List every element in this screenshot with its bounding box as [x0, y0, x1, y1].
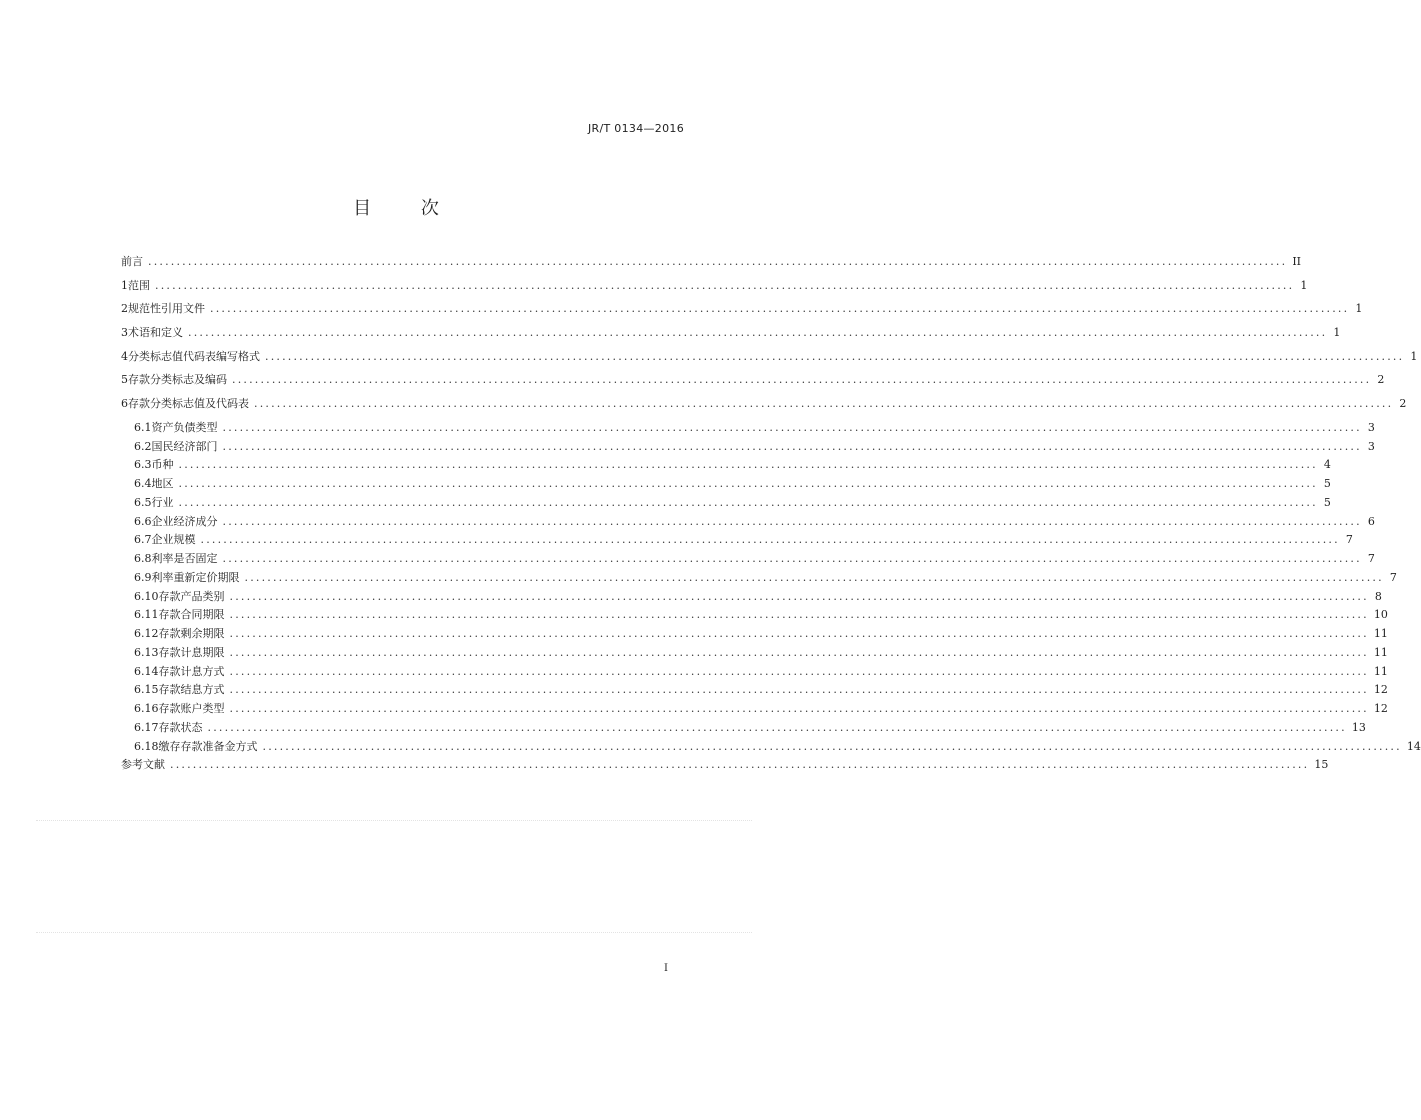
toc-entry[interactable]	[121, 663, 1388, 682]
toc-leader-dots: ........................................................................................................................................................................................................	[265, 349, 1405, 363]
toc-entry-title: 企业规模	[151, 533, 196, 547]
toc-entry-page: 12	[1373, 702, 1388, 716]
toc-leader-dots: ........................................................................................................................................................................................................	[222, 439, 1362, 453]
toc-entry-title: 存款计息方式	[158, 664, 225, 678]
toc-entry-title: 存款结息方式	[158, 683, 225, 697]
toc-entry[interactable]	[121, 419, 1375, 438]
toc-entry-page: 4	[1323, 458, 1331, 472]
toc-leader-dots: ........................................................................................................................................................................................................	[188, 326, 1328, 340]
toc-entry-page: 7	[1345, 533, 1353, 547]
divider	[36, 820, 752, 821]
toc-entry-page: 1	[1333, 326, 1341, 340]
toc-entry[interactable]	[121, 371, 1385, 395]
toc-entry-title: 资产负债类型	[151, 420, 218, 434]
toc-entry-page: 8	[1374, 589, 1382, 603]
toc-leader-dots: ........................................................................................................................................................................................................	[222, 420, 1362, 434]
toc-entry-title: 存款产品类别	[158, 589, 225, 603]
toc-entry-title: 前言	[121, 255, 143, 268]
toc-entry-number: 3	[121, 326, 128, 340]
toc-leader-dots: ........................................................................................................................................................................................................	[244, 570, 1384, 584]
toc-entry-page: 6	[1367, 514, 1375, 528]
toc-entry-page: 10	[1373, 608, 1388, 622]
toc-entry-page: 2	[1399, 397, 1407, 411]
toc-leader-dots: ........................................................................................................................................................................................................	[229, 589, 1369, 603]
toc-entry-page: II	[1292, 255, 1302, 268]
toc-entry-page: 2	[1377, 373, 1385, 387]
toc-entry-title: 利率是否固定	[151, 552, 218, 566]
toc-entry-page: 7	[1367, 552, 1375, 566]
toc-entry-page: 3	[1367, 439, 1375, 453]
toc-entry-title: 存款计息期限	[158, 645, 225, 659]
toc-entry[interactable]	[121, 644, 1388, 663]
toc-entry[interactable]	[121, 531, 1353, 550]
toc-entry-number: 6.7	[134, 533, 152, 547]
toc-leader-dots: ........................................................................................................................................................................................................	[229, 645, 1369, 659]
toc-entry[interactable]	[121, 395, 1407, 419]
toc-entry-title: 利率重新定价期限	[151, 570, 240, 584]
toc-entry[interactable]	[121, 588, 1382, 607]
toc-leader-dots: ........................................................................................................................................................................................................	[229, 608, 1369, 622]
standard-code: JR/T 0134—2016	[588, 122, 684, 135]
toc-entry-number: 6.9	[134, 570, 152, 584]
toc-entry-number: 5	[121, 373, 128, 387]
toc-entry-number: 2	[121, 302, 128, 316]
page-number: I	[664, 963, 668, 974]
toc-entry-number: 6	[121, 397, 128, 411]
toc-leader-dots: ........................................................................................................................................................................................................	[254, 397, 1394, 411]
divider	[36, 932, 752, 933]
toc-entry[interactable]	[121, 277, 1308, 301]
toc-entry-page: 14	[1406, 739, 1421, 753]
toc-entry-page: 7	[1389, 570, 1397, 584]
toc-leader-dots: ........................................................................................................................................................................................................	[229, 627, 1369, 641]
toc-entry-number: 6.11	[134, 608, 159, 622]
toc-leader-dots: ........................................................................................................................................................................................................	[170, 758, 1310, 772]
toc-leader-dots: ........................................................................................................................................................................................................	[178, 458, 1318, 472]
toc-entry-number: 6.2	[134, 439, 152, 453]
toc-leader-dots: ........................................................................................................................................................................................................	[178, 477, 1318, 491]
toc-leader-dots: ........................................................................................................................................................................................................	[262, 739, 1402, 753]
toc-entry-title: 地区	[151, 477, 174, 491]
toc-leader-dots: ........................................................................................................................................................................................................	[229, 664, 1369, 678]
toc-entry-title: 存款剩余期限	[158, 627, 225, 641]
toc-leader-dots: ........................................................................................................................................................................................................	[222, 514, 1362, 528]
toc-entry[interactable]	[121, 738, 1421, 757]
toc-entry-number: 6.10	[134, 589, 159, 603]
toc-leader-dots: ........................................................................................................................................................................................................	[155, 278, 1295, 292]
toc-entry[interactable]	[121, 300, 1363, 324]
toc-entry-number: 6.8	[134, 552, 152, 566]
toc-entry-page: 11	[1373, 627, 1388, 641]
toc-entry-page: 3	[1367, 420, 1375, 434]
toc-entry[interactable]	[121, 681, 1388, 700]
toc-entry-page: 1	[1300, 278, 1308, 292]
toc-entry-title: 分类标志值代码表编写格式	[128, 349, 260, 363]
toc-title: 目 次	[353, 198, 461, 219]
toc-entry-title: 存款分类标志及编码	[128, 373, 227, 387]
toc-entry[interactable]	[121, 569, 1397, 588]
toc-entry-title: 缴存存款准备金方式	[158, 739, 258, 753]
toc-entry[interactable]	[121, 719, 1366, 738]
toc-entry-title: 存款状态	[158, 720, 203, 734]
toc-leader-dots: ........................................................................................................................................................................................................	[232, 373, 1372, 387]
toc-entry-title: 币种	[151, 458, 174, 472]
toc-entry-number: 6.1	[134, 420, 152, 434]
toc-entry[interactable]	[121, 513, 1375, 532]
toc-entry-title: 存款分类标志值及代码表	[128, 397, 249, 411]
toc-entry-number: 6.12	[134, 627, 159, 641]
table-of-contents	[121, 253, 1421, 780]
toc-entry-page: 13	[1351, 720, 1366, 734]
toc-entry-title: 存款合同期限	[158, 608, 225, 622]
toc-entry-number: 6.6	[134, 514, 152, 528]
toc-leader-dots: ........................................................................................................................................................................................................	[222, 552, 1362, 566]
toc-entry-page: 11	[1373, 664, 1388, 678]
toc-entry-page: 5	[1323, 495, 1331, 509]
toc-entry-title: 规范性引用文件	[128, 302, 205, 316]
toc-entry[interactable]	[121, 494, 1331, 513]
toc-entry-title: 术语和定义	[128, 326, 183, 340]
toc-entry-title: 国民经济部门	[151, 439, 218, 453]
toc-leader-dots: ........................................................................................................................................................................................................	[178, 495, 1318, 509]
toc-entry-page: 12	[1373, 683, 1388, 697]
toc-entry-title: 参考文献	[121, 758, 165, 772]
toc-entry[interactable]	[121, 456, 1331, 475]
toc-entry[interactable]	[121, 253, 1302, 277]
toc-entry-number: 6.3	[134, 458, 152, 472]
toc-entry-number: 1	[121, 278, 128, 292]
toc-entry-number: 6.15	[134, 683, 159, 697]
toc-entry-number: 6.4	[134, 477, 152, 491]
toc-entry[interactable]	[121, 324, 1341, 348]
toc-entry[interactable]	[121, 550, 1375, 569]
toc-entry[interactable]	[121, 348, 1418, 372]
toc-entry[interactable]	[121, 606, 1388, 625]
toc-entry[interactable]	[121, 700, 1388, 719]
toc-entry-number: 6.13	[134, 645, 159, 659]
toc-entry-number: 4	[121, 349, 128, 363]
toc-entry-page: 1	[1355, 302, 1363, 316]
toc-entry-number: 6.16	[134, 702, 159, 716]
toc-leader-dots: ........................................................................................................................................................................................................	[148, 255, 1288, 268]
toc-entry-number: 6.14	[134, 664, 159, 678]
toc-entry[interactable]	[121, 475, 1331, 494]
toc-leader-dots: ........................................................................................................................................................................................................	[210, 302, 1350, 316]
toc-entry-number: 6.18	[134, 739, 159, 753]
toc-entry-page: 5	[1323, 477, 1331, 491]
toc-entry-page: 1	[1410, 349, 1418, 363]
toc-entry-title: 企业经济成分	[151, 514, 218, 528]
toc-entry-page: 15	[1314, 758, 1329, 772]
toc-entry-title: 范围	[128, 278, 150, 292]
toc-entry-page: 11	[1373, 645, 1388, 659]
toc-entry[interactable]	[121, 756, 1329, 780]
toc-entry-title: 行业	[151, 495, 174, 509]
toc-entry[interactable]	[121, 438, 1375, 457]
toc-leader-dots: ........................................................................................................................................................................................................	[229, 702, 1369, 716]
toc-leader-dots: ........................................................................................................................................................................................................	[229, 683, 1369, 697]
toc-entry-number: 6.17	[134, 720, 159, 734]
toc-entry-title: 存款账户类型	[158, 702, 225, 716]
toc-entry-number: 6.5	[134, 495, 152, 509]
toc-leader-dots: ........................................................................................................................................................................................................	[200, 533, 1340, 547]
toc-entry[interactable]	[121, 625, 1388, 644]
toc-leader-dots: ........................................................................................................................................................................................................	[207, 720, 1347, 734]
